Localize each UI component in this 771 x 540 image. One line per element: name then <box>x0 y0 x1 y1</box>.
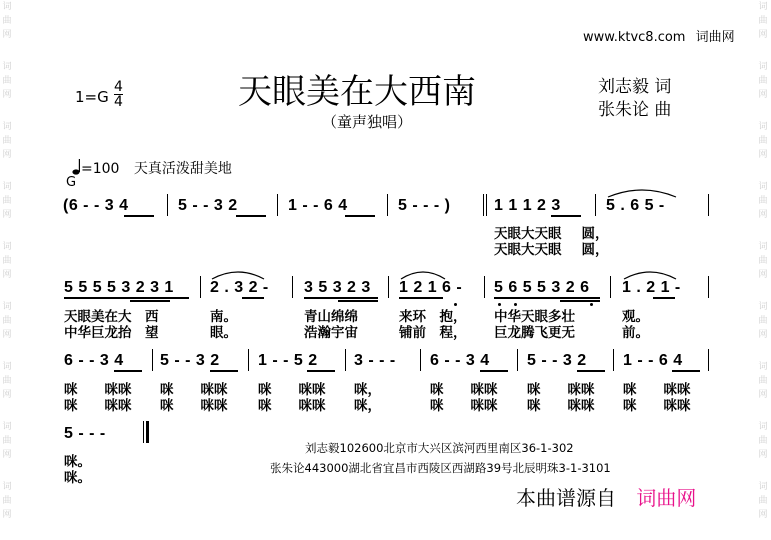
barline <box>708 349 709 371</box>
notes-row-1-bar-1 <box>63 197 128 215</box>
watermark-text: 词曲网 <box>2 242 12 280</box>
lyric-row-3-verse-1-c: 咪 咪咪 <box>258 382 326 398</box>
lyric-row-3-verse-1-b: 咪 咪咪 <box>160 382 228 398</box>
lyric-row-2-verse-2-b: 眼。 <box>210 325 237 341</box>
barline <box>200 276 201 298</box>
watermark-text: 词曲网 <box>2 182 12 220</box>
source-label: 本曲谱源自 <box>516 486 616 510</box>
lyricist-credit: 刘志毅 词 <box>598 77 672 97</box>
song-subtitle: （童声独唱） <box>322 113 413 131</box>
chord-symbol: G <box>66 175 77 190</box>
slur <box>210 268 266 280</box>
notes-row-2-bar-1: 5 5 5 5 3 2 3 1 <box>64 279 174 296</box>
underline <box>130 300 170 302</box>
underline <box>307 370 335 372</box>
notes-row-3-bar-6: 5 - - 3 2 <box>527 352 587 369</box>
underline <box>64 297 189 299</box>
lyric-row-3-verse-1-g: 咪 咪咪 <box>623 382 691 398</box>
lyric-row-3-verse-2-b: 咪 咪咪 <box>160 398 228 414</box>
notes-row-1-bar-3: 1 - - 6 4 <box>288 197 348 214</box>
lyric-row-3-verse-1-f: 咪 咪咪 <box>527 382 595 398</box>
underline <box>399 297 443 299</box>
lyric-row-3-verse-1-d: 咪， <box>354 382 381 398</box>
composer-credit: 张朱论 曲 <box>598 100 672 120</box>
barline <box>613 349 614 371</box>
site-header <box>583 26 735 45</box>
lyric-row-3-verse-1-e: 咪 咪咪 <box>430 382 498 398</box>
time-signature-bottom: 4 <box>114 94 123 110</box>
watermark-text: 词曲网 <box>758 482 768 520</box>
barline <box>248 349 249 371</box>
slur-arc <box>624 272 676 279</box>
barline <box>708 194 709 216</box>
final-barline-thin <box>143 421 144 443</box>
tempo-marking <box>72 158 232 178</box>
time-signature-top: 4 <box>114 79 123 95</box>
source-footer <box>516 482 696 511</box>
lyric-row-2-verse-1-c: 青山绵绵 <box>304 309 358 325</box>
barline <box>388 276 389 298</box>
notes-row-1-bar-2: 5 - - 3 2 <box>178 197 238 214</box>
lyric-row-4-verse-1: 咪。 <box>64 454 91 470</box>
lyric-row-2-verse-2-d: 铺前 程， <box>399 325 467 341</box>
song-title: 天眼美在大西南 <box>238 72 476 112</box>
octave-dot <box>590 303 593 306</box>
watermark-text: 词曲网 <box>758 122 768 160</box>
lyric-row-2-verse-2-f: 前。 <box>622 325 649 341</box>
lyric-row-1-verse-2 <box>494 238 609 258</box>
note-group: 6 - - 3 4 <box>68 197 129 214</box>
lyric-row-2-verse-2-e: 巨龙腾飞更无 <box>494 325 575 341</box>
lyric-row-2-verse-1-e: 中华天眼多壮 <box>494 309 575 325</box>
barline <box>486 194 487 216</box>
notes-row-1-bar-5: 1 1 1 2 3 <box>494 197 561 214</box>
tempo-bpm: =100 <box>81 161 120 177</box>
underline <box>577 370 605 372</box>
lyric-row-3-verse-2-a: 咪 咪咪 <box>64 398 132 414</box>
watermark-text: 词曲网 <box>758 422 768 460</box>
lyric: 天眼大天眼 <box>494 242 562 258</box>
underline <box>345 215 375 217</box>
lyric: 圆， <box>581 242 609 258</box>
underline <box>114 370 142 372</box>
lyric-row-3-verse-2-e: 咪 咪咪 <box>430 398 498 414</box>
lyric-row-2-verse-1-d: 来环 抱， <box>399 309 467 325</box>
watermark-text: 词曲网 <box>758 302 768 340</box>
watermark-text: 词曲网 <box>2 482 12 520</box>
watermark-text: 词曲网 <box>758 2 768 40</box>
notes-row-2-bar-4: 1 2 1 6 - <box>399 279 463 296</box>
notes-row-2-bar-3: 3 5 3 2 3 <box>304 279 371 296</box>
slur-arc <box>212 272 264 279</box>
lyric-row-4-verse-2: 咪。 <box>64 470 91 486</box>
key-signature: 1=G <box>75 88 109 106</box>
lyric-row-3-verse-1-a: 咪 咪咪 <box>64 382 132 398</box>
lyric: 圆， <box>581 226 609 242</box>
barline <box>345 349 346 371</box>
composer-address: 张朱论443000湖北省宜昌市西陵区西湖路39号北辰明珠3-1-3101 <box>270 461 611 475</box>
lyric-row-2-verse-2-a: 中华巨龙抬 望 <box>64 325 159 341</box>
underline <box>551 215 581 217</box>
right-watermark <box>756 0 770 540</box>
lyric-row-3-verse-2-f: 咪 咪咪 <box>527 398 595 414</box>
source-site-link[interactable]: 词曲网 <box>636 486 697 510</box>
slur <box>622 268 678 280</box>
lyric-row-3-verse-2-d: 咪， <box>354 398 381 414</box>
barline <box>610 276 611 298</box>
lyricist-address: 刘志毅102600北京市大兴区滨河西里南区36-1-302 <box>305 441 574 455</box>
time-signature <box>114 80 123 109</box>
lyric-row-3-verse-2-c: 咪 咪咪 <box>258 398 326 414</box>
notes-row-2-bar-5: 5 6 5 5 3 2 6 <box>494 279 590 296</box>
notes-row-3-bar-5: 6 - - 3 4 <box>430 352 490 369</box>
left-watermark <box>0 0 14 540</box>
watermark-text: 词曲网 <box>2 122 12 160</box>
watermark-text: 词曲网 <box>2 62 12 100</box>
lyric-row-2-verse-2-c: 浩瀚宇宙 <box>304 325 358 341</box>
underline <box>653 297 675 299</box>
barline <box>387 194 388 216</box>
watermark-text: 词曲网 <box>2 302 12 340</box>
barline <box>292 276 293 298</box>
notes-row-1-bar-4: 5 - - - ) <box>398 197 451 214</box>
notes-row-3-bar-4: 3 - - - <box>354 352 396 369</box>
barline <box>708 276 709 298</box>
notes-row-4-bar-1: 5 - - - <box>64 425 106 442</box>
lyric-row-2-verse-1-b: 南。 <box>210 309 237 325</box>
underline <box>338 300 378 302</box>
underline <box>672 370 700 372</box>
underline <box>560 300 600 302</box>
slur-arc <box>608 190 676 197</box>
slur <box>399 268 447 280</box>
barline <box>152 349 153 371</box>
barline <box>484 276 485 298</box>
watermark-text: 词曲网 <box>758 62 768 100</box>
barline <box>483 194 484 216</box>
tempo-expression: 天真活泼甜美地 <box>133 161 232 177</box>
barline <box>277 194 278 216</box>
underline <box>124 215 154 217</box>
notes-row-2-bar-2: 2 . 3 2 - <box>210 279 269 296</box>
lyric-row-2-verse-1-a: 天眼美在大 西 <box>64 309 159 325</box>
watermark-text: 词曲网 <box>758 182 768 220</box>
notes-row-3-bar-1: 6 - - 3 4 <box>64 352 124 369</box>
notes-row-1-bar-6: 5 . 6 5 - <box>606 197 665 214</box>
slur <box>606 186 678 198</box>
lyric: 天眼大天眼 <box>494 226 562 242</box>
underline <box>480 370 508 372</box>
watermark-text: 词曲网 <box>2 362 12 400</box>
lyric-row-3-verse-2-g: 咪 咪咪 <box>623 398 691 414</box>
notes-row-2-bar-6: 1 . 2 1 - <box>622 279 681 296</box>
underline <box>242 297 264 299</box>
watermark-text: 词曲网 <box>758 242 768 280</box>
underline <box>304 297 378 299</box>
underline <box>236 215 266 217</box>
notes-row-3-bar-2: 5 - - 3 2 <box>160 352 220 369</box>
barline <box>595 194 596 216</box>
barline <box>420 349 421 371</box>
site-url[interactable]: www.ktvc8.com <box>583 30 686 45</box>
final-barline-thick <box>146 421 149 443</box>
underline <box>210 370 238 372</box>
notes-row-3-bar-7: 1 - - 6 4 <box>623 352 683 369</box>
watermark-text: 词曲网 <box>758 362 768 400</box>
watermark-text: 词曲网 <box>2 422 12 460</box>
barline <box>167 194 168 216</box>
notes-row-3-bar-3: 1 - - 5 2 <box>258 352 318 369</box>
slur-arc <box>401 272 445 279</box>
lyric-row-2-verse-1-f: 观。 <box>622 309 649 325</box>
barline <box>517 349 518 371</box>
quarter-note-icon <box>72 159 81 173</box>
underline <box>494 297 600 299</box>
watermark-text: 词曲网 <box>2 2 12 40</box>
site-name[interactable]: 词曲网 <box>695 30 735 45</box>
intro-paren: ( <box>63 197 69 214</box>
